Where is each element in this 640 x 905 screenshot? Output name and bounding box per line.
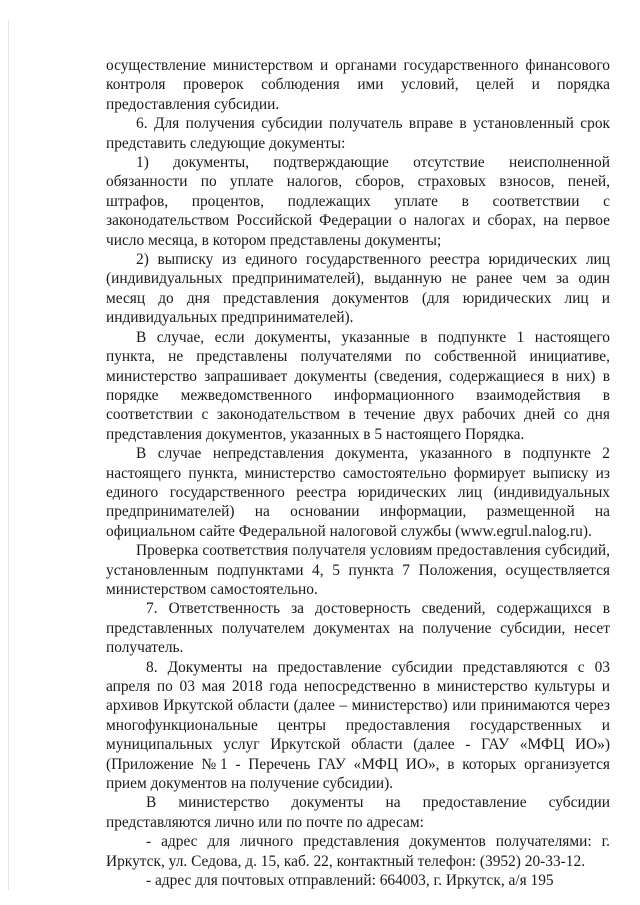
paragraph-compliance-check: Проверка соответствия получателя условиям предоставления субсидий, установленным подпунктами 4, 5 пункта 7 Положения, осуществляется министерством самостоятельно. [106,542,610,598]
paragraph-address-postal: - адрес для почтовых отправлений: 664003, г. Иркутск, а/я 195 [146,872,554,890]
paragraph-subitem-2: 2) выписку из единого государственного реестра юридических лиц (индивидуальных предпринимателей), выданную не ранее чем за один месяц до дня представления документов (для юридических лиц и индивидуальных предпринимателей). [106,251,610,327]
paragraph-item-6: 6. Для получения субсидии получатель вправе в установленный срок представить следующие документы: [106,115,610,152]
paragraph-registry-extract: В случае непредставления документа, указанного в подпункте 2 настоящего пункта, министерство самостоятельно формирует выписку из единого государственного реестра юридических лиц (индивидуальных предпринимателей) на основании информации, размещенной на официальном сайте Федеральной налоговой службы (www.egrul.nalog.ru). [106,445,610,540]
paragraph-submission-methods: В министерство документы на предоставление субсидии представляются лично или по почте по адресам: [106,794,610,831]
paragraph-item-8: 8. Документы на предоставление субсидии представляются с 03 апреля по 03 мая 2018 года непосредственно в министерство культуры и архивов Иркутской области (далее – министерство) или принимаются через многофункциональные центры предоставления государственных и муниципальных услуг Иркутской области (далее - ГАУ «МФЦ ИО») (Приложение №1 - Перечень ГАУ «МФЦ ИО», в которых организуется прием документов на получение субсидии). [106,658,610,793]
scan-margin-line [8,20,9,890]
document-page [106,56,610,890]
paragraph-item-7: 7. Ответственность за достоверность сведений, содержащихся в представленных получателем документах на получение субсидии, несет получатель. [106,600,610,657]
paragraph-interagency-request: В случае, если документы, указанные в подпункте 1 настоящего пункта, не представлены получателями по собственной инициативе, министерство запрашивает документы (сведения, содержащиеся в них) в порядке межведомственного информационного взаимодействия в соответствии с законодательством в течение двух рабочих дней со дня представления документов, указанных в 5 настоящего Порядка. [106,328,610,443]
paragraph-subitem-1: 1) документы, подтверждающие отсутствие неисполненной обязанности по уплате налогов, сборов, страховых взносов, пеней, штрафов, процентов, подлежащих уплате в соответствии с законодательством Российской Федерации о налогах и сборах, на первое число месяца, в котором представлены документы; [106,154,610,249]
paragraph-control-continuation: осуществление министерством и органами государственного финансового контроля проверок соблюдения ими условий, целей и порядка предоставления субсидии. [106,57,610,113]
paragraph-address-personal: - адрес для личного представления документов получателями: г. Иркутск, ул. Седова, д. 15, каб. 22, контактный телефон: (3952) 20-33-12. [106,833,610,870]
